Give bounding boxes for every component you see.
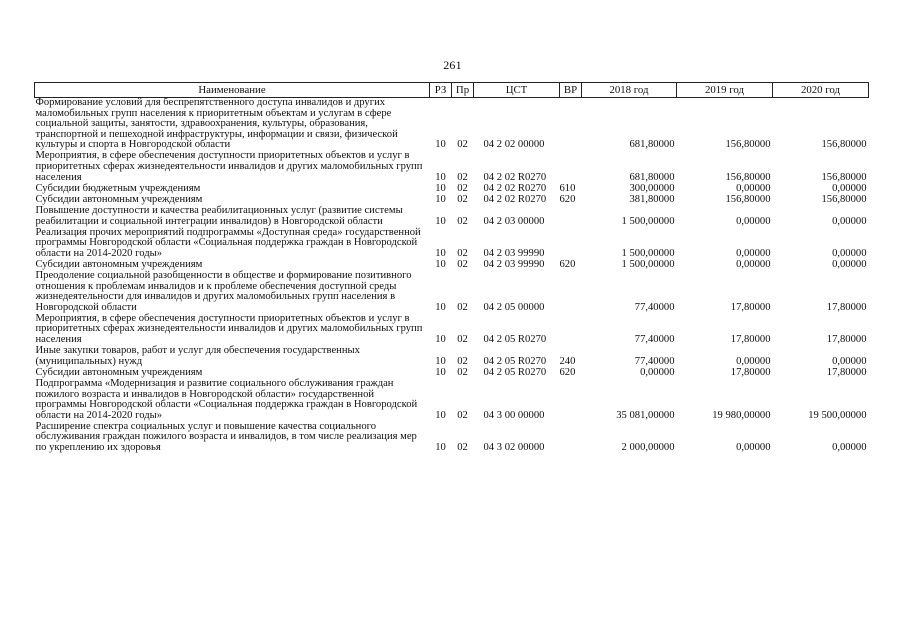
- row-vr: 620: [559, 366, 576, 378]
- header-pr: Пр: [452, 83, 474, 98]
- row-pr: 02: [457, 301, 468, 313]
- row-2019: 17,80000: [730, 334, 771, 346]
- row-rz: 10: [435, 442, 446, 453]
- row-cst: 04 2 05 R0270: [483, 355, 547, 367]
- row-2020: 0,00000: [832, 355, 867, 367]
- row-cst: 04 2 03 99990: [483, 258, 545, 270]
- row-name: Подпрограмма «Модернизация и развитие социального обслуживания граждан пожилого возраста и инвалидов в Новгородской области» государственной программы Новгородской области «Социальная поддержка граждан в Новгородской области на 2014-2020 годы»: [35, 377, 418, 421]
- row-vr: [560, 422, 582, 454]
- row-2018: 2 000,00000: [621, 442, 675, 453]
- row-name: Преодоление социальной разобщенности в обществе и формирование позитивного отношения к проблемам инвалидов и к проблеме обеспечения доступной среды жизнедеятельности для инвалидов и других маломобильных групп населения в Новгородской области: [35, 270, 412, 313]
- row-cst: 04 2 05 R0270: [483, 366, 547, 378]
- row-vr: [560, 379, 582, 422]
- row-vr: [560, 151, 582, 183]
- row-pr: 02: [457, 171, 468, 183]
- header-name: Наименование: [35, 83, 430, 98]
- row-2018: 1 500,00000: [621, 215, 675, 227]
- row-name: Иные закупки товаров, работ и услуг для обеспечения государственных (муниципальных) нужд: [35, 345, 360, 367]
- header-vr: ВР: [560, 83, 582, 98]
- row-2020: 0,00000: [832, 215, 867, 227]
- row-vr: 240: [559, 355, 576, 367]
- row-vr: [560, 228, 582, 260]
- row-2019: 156,80000: [725, 171, 771, 183]
- row-2020: 156,80000: [821, 139, 867, 151]
- row-name: Реализация прочих мероприятий подпрограммы «Доступная среда» государственной программы Новгородской области «Социальная поддержка граждан в Новгородской области на 2014-2020 годы»: [35, 226, 421, 259]
- row-cst: 04 2 03 99990: [483, 247, 545, 259]
- row-rz: 10: [435, 247, 446, 259]
- row-2019: 0,00000: [736, 247, 771, 259]
- row-rz: 10: [435, 366, 446, 378]
- row-2020: 0,00000: [832, 442, 867, 453]
- row-2018: 35 081,00000: [616, 409, 675, 421]
- row-2019: 0,00000: [736, 258, 771, 270]
- row-2018: 1 500,00000: [621, 247, 675, 259]
- row-2018: 77,40000: [634, 355, 675, 367]
- row-cst: 04 2 05 R0270: [483, 334, 547, 346]
- row-rz: 10: [435, 258, 446, 270]
- row-name: Формирование условий для беспрепятственного доступа инвалидов и других маломобильных групп населения к приоритетным объектам и услугам в сфере социальной защиты, занятости, здравоохранения, культуры, образования, транспортной и пешеходной инфраструктуры, информации и связи, физической культуры и спорта в Новгородской области: [35, 97, 398, 151]
- row-2020: 17,80000: [826, 334, 867, 346]
- row-2019: 156,80000: [725, 139, 771, 151]
- table-row: [35, 98, 869, 152]
- row-pr: 02: [457, 355, 468, 367]
- row-2018: 0,00000: [640, 366, 675, 378]
- row-rz: 10: [435, 193, 446, 205]
- header-cst: ЦСТ: [474, 83, 560, 98]
- row-cst: 04 2 03 00000: [483, 215, 545, 227]
- row-pr: 02: [457, 139, 468, 151]
- row-2018: 681,80000: [629, 139, 675, 151]
- row-pr: 02: [457, 247, 468, 259]
- row-vr: [560, 271, 582, 314]
- row-pr: 02: [457, 182, 468, 194]
- row-pr: 02: [457, 409, 468, 421]
- row-rz: 10: [435, 409, 446, 421]
- budget-table: [34, 82, 869, 454]
- row-pr: 02: [457, 442, 468, 453]
- row-2018: 77,40000: [634, 301, 675, 313]
- table-row: [35, 151, 869, 183]
- row-2020: 0,00000: [832, 182, 867, 194]
- row-vr: 610: [559, 182, 576, 194]
- table-row: [35, 228, 869, 260]
- row-2018: 300,00000: [629, 182, 675, 194]
- row-2020: 0,00000: [832, 258, 867, 270]
- row-pr: 02: [457, 366, 468, 378]
- table-row: [35, 314, 869, 346]
- row-vr: [560, 98, 582, 152]
- row-cst: 04 3 00 00000: [483, 409, 545, 421]
- header-2018: 2018 год: [582, 83, 677, 98]
- row-rz: 10: [435, 301, 446, 313]
- table-row: [35, 346, 869, 368]
- table-row: [35, 206, 869, 228]
- row-2019: 0,00000: [736, 355, 771, 367]
- row-cst: 04 2 02 R0270: [483, 193, 547, 205]
- row-rz: 10: [435, 334, 446, 346]
- row-vr: [560, 206, 582, 228]
- row-cst: 04 2 02 R0270: [483, 182, 547, 194]
- row-rz: 10: [435, 355, 446, 367]
- row-2019: 0,00000: [736, 442, 771, 453]
- row-2018: 681,80000: [629, 171, 675, 183]
- row-name: Субсидии автономным учреждениям: [35, 193, 203, 205]
- row-2018: 77,40000: [634, 334, 675, 346]
- row-2020: 0,00000: [832, 247, 867, 259]
- row-2018: 1 500,00000: [621, 258, 675, 270]
- row-vr: [560, 314, 582, 346]
- row-2019: 156,80000: [725, 193, 771, 205]
- row-rz: 10: [435, 139, 446, 151]
- row-2020: 19 500,00000: [808, 409, 867, 421]
- row-vr: 620: [559, 258, 576, 270]
- row-2019: 17,80000: [730, 301, 771, 313]
- page-number: 261: [443, 58, 462, 72]
- row-rz: 10: [435, 215, 446, 227]
- table-row: [35, 271, 869, 314]
- table-header-row: [35, 83, 869, 98]
- row-2019: 19 980,00000: [712, 409, 771, 421]
- row-cst: 04 2 02 R0270: [483, 171, 547, 183]
- row-rz: 10: [435, 171, 446, 183]
- row-2020: 156,80000: [821, 171, 867, 183]
- row-pr: 02: [457, 193, 468, 205]
- row-cst: 04 2 02 00000: [483, 139, 545, 151]
- row-rz: 10: [435, 182, 446, 194]
- row-2020: 156,80000: [821, 193, 867, 205]
- row-name: Субсидии бюджетным учреждениям: [35, 182, 201, 194]
- table-row: [35, 379, 869, 422]
- row-name: Субсидии автономным учреждениям: [35, 366, 203, 378]
- header-rz: РЗ: [430, 83, 452, 98]
- row-2019: 17,80000: [730, 366, 771, 378]
- row-2019: 0,00000: [736, 215, 771, 227]
- row-name: Субсидии автономным учреждениям: [35, 258, 203, 270]
- header-2019: 2019 год: [677, 83, 773, 98]
- table-row: [35, 422, 869, 454]
- row-2019: 0,00000: [736, 182, 771, 194]
- row-pr: 02: [457, 215, 468, 227]
- header-2020: 2020 год: [773, 83, 869, 98]
- row-cst: 04 3 02 00000: [483, 442, 545, 453]
- row-name: Мероприятия, в сфере обеспечения доступности приоритетных объектов и услуг в приоритетных сферах жизнедеятельности инвалидов и других маломобильных групп населения: [35, 150, 423, 183]
- row-name: Повышение доступности и качества реабилитационных услуг (развитие системы реабилитации и социальной интеграции инвалидов) в Новгородской области: [35, 204, 403, 227]
- row-pr: 02: [457, 258, 468, 270]
- row-vr: 620: [559, 193, 576, 205]
- row-2020: 17,80000: [826, 301, 867, 313]
- row-name: Расширение спектра социальных услуг и повышение качества социального обслуживания граждан пожилого возраста и инвалидов, в том числе реализация мер по укреплению их здоровья: [35, 420, 417, 453]
- row-cst: 04 2 05 00000: [483, 301, 545, 313]
- row-2018: 381,80000: [629, 193, 675, 205]
- row-name: Мероприятия, в сфере обеспечения доступности приоритетных объектов и услуг в приоритетных сферах жизнедеятельности инвалидов и других маломобильных групп населения: [35, 312, 423, 346]
- row-pr: 02: [457, 334, 468, 346]
- row-2020: 17,80000: [826, 366, 867, 378]
